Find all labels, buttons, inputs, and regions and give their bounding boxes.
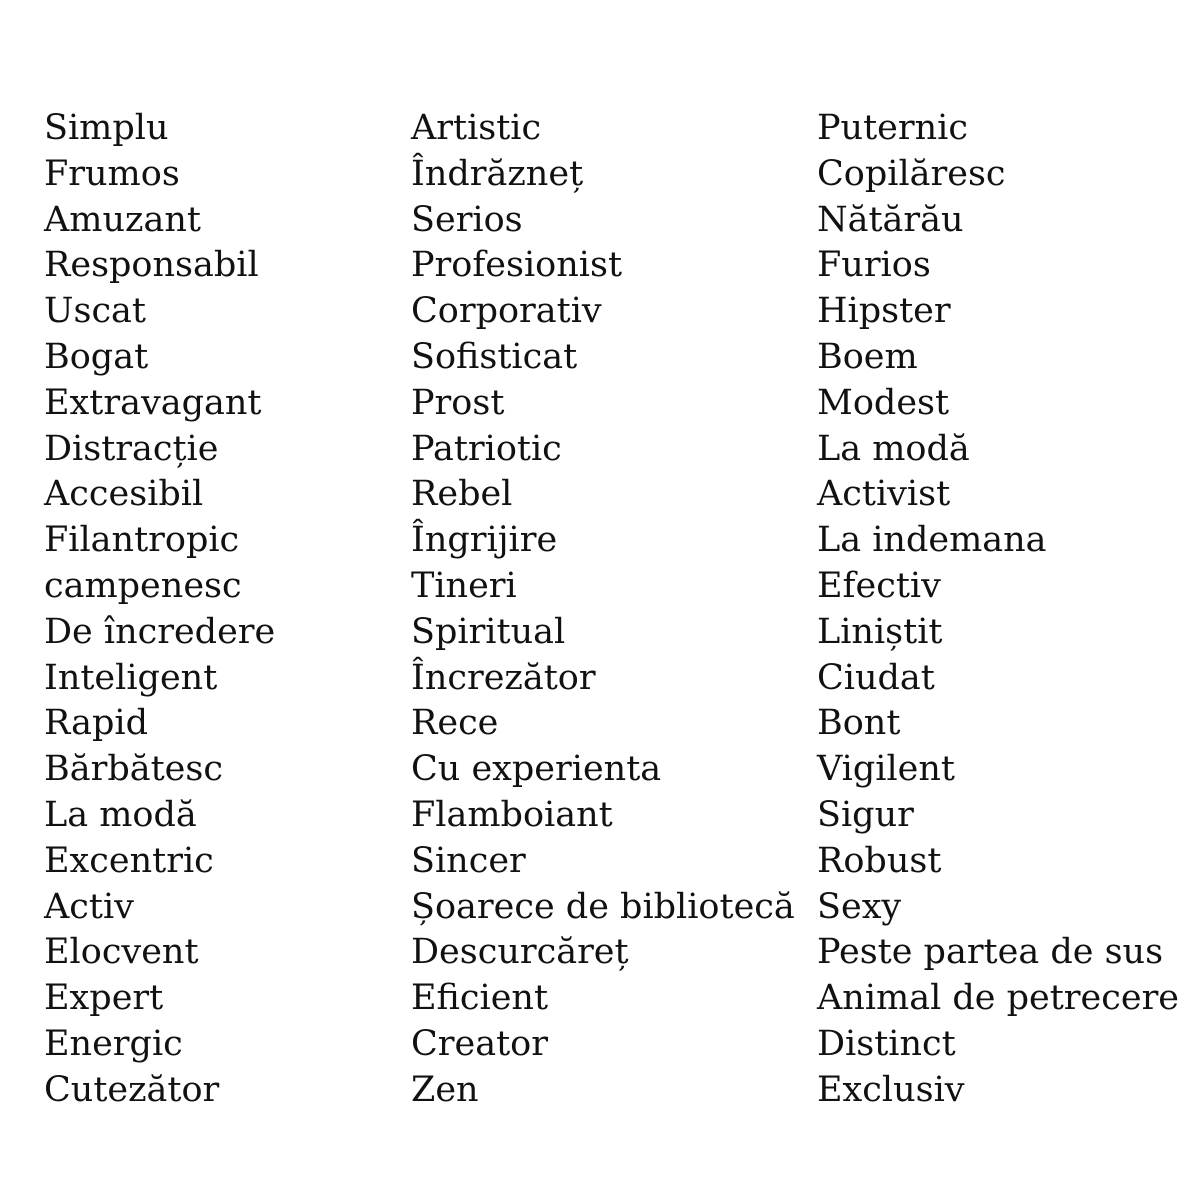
word-item: Responsabil (44, 245, 259, 286)
word-item: La indemana (817, 520, 1047, 561)
word-item: Eficient (411, 978, 549, 1019)
word-item: Ciudat (817, 657, 935, 698)
word-item: Bont (817, 703, 901, 744)
word-item: Nătărău (817, 199, 964, 240)
word-item: Frumos (44, 153, 180, 194)
word-item: Sexy (817, 886, 902, 927)
word-item: Bărbătesc (44, 749, 223, 790)
word-item: Filantropic (44, 520, 240, 561)
word-item: Animal de petrecere (817, 978, 1180, 1019)
word-item: Modest (817, 382, 950, 423)
word-item: Cu experienta (411, 749, 662, 790)
word-item: Creator (411, 1023, 548, 1064)
word-item: Hipster (817, 291, 951, 332)
word-item: Sofisticat (411, 336, 578, 377)
word-item: Distinct (817, 1023, 956, 1064)
word-item: Artistic (411, 108, 542, 148)
word-item: Robust (817, 840, 942, 881)
word-item: Cutezător (44, 1069, 220, 1110)
word-item: Energic (44, 1023, 183, 1064)
word-item: La modă (44, 794, 197, 835)
word-item: Inteligent (44, 657, 218, 698)
word-item: Sigur (817, 794, 914, 835)
word-item: Rapid (44, 703, 149, 744)
word-item: Elocvent (44, 932, 199, 973)
word-item: Descurcăreț (411, 932, 629, 973)
word-item: Vigilent (817, 749, 955, 790)
word-item: De încredere (44, 611, 276, 652)
word-item: Accesibil (44, 474, 204, 515)
word-item: Activ (44, 886, 134, 927)
word-item: Expert (44, 978, 164, 1019)
word-item: Uscat (44, 291, 146, 332)
word-column-1 (44, 106, 275, 1114)
word-item: Peste partea de sus (817, 932, 1164, 973)
word-item: Extravagant (44, 382, 262, 423)
word-item: Furios (817, 245, 931, 286)
word-item: Excentric (44, 840, 214, 881)
word-item: Spiritual (411, 611, 566, 652)
word-item: Șoarece de bibliotecă (411, 886, 795, 927)
word-item: Serios (411, 199, 523, 240)
word-item: Puternic (817, 108, 968, 148)
word-item: Profesionist (411, 245, 623, 286)
word-item: Flamboiant (411, 794, 613, 835)
word-item: Prost (411, 382, 505, 423)
word-item: Patriotic (411, 428, 562, 469)
word-item: Zen (411, 1069, 479, 1110)
word-item: Boem (817, 336, 918, 377)
word-item: Copilăresc (817, 153, 1006, 194)
word-item: Exclusiv (817, 1069, 965, 1110)
word-item: Simplu (44, 108, 169, 148)
word-item: La modă (817, 428, 970, 469)
word-item: Distracție (44, 428, 219, 469)
word-item: Îndrăzneț (411, 153, 584, 194)
word-item: Bogat (44, 336, 149, 377)
word-column-2 (411, 106, 795, 1114)
word-item: Îngrijire (411, 520, 558, 561)
word-column-3 (817, 106, 1179, 1114)
word-item: Sincer (411, 840, 526, 881)
word-item: Tineri (411, 565, 517, 606)
word-item: Rebel (411, 474, 513, 515)
word-item: Amuzant (44, 199, 201, 240)
word-item: Liniștit (817, 611, 943, 652)
word-item: Efectiv (817, 565, 941, 606)
word-item: Rece (411, 703, 499, 744)
word-item: Încrezător (411, 657, 596, 698)
word-item: campenesc (44, 565, 242, 606)
word-item: Corporativ (411, 291, 602, 332)
word-item: Activist (817, 474, 951, 515)
